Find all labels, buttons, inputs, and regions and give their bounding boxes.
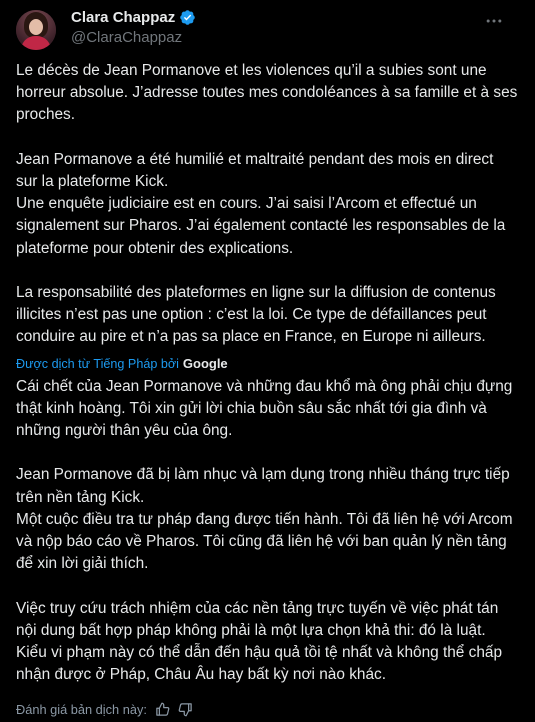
verified-badge-icon[interactable] bbox=[179, 9, 196, 26]
translated-from-link[interactable]: Được dịch từ Tiếng Pháp bởi bbox=[16, 356, 179, 371]
post-translated-text: Cái chết của Jean Pormanove và những đau khổ mà ông phải chịu đựng thật kinh hoàng. Tôi xin gửi lời chia buồn sâu sắc nhất tới gia đình và những người thân yêu của ông. Jean Pormanove đã bị làm nhục và lạm dụng trong nhiều tháng trực tiếp trên nền tảng Kick. Một cuộc điều tra tư pháp đang được tiến hành. Tôi đã liên hệ với Arcom và nộp báo cáo về Pharos. Tôi cũng đã liên hệ với ban quản lý nền tảng để xin lời giải thích. Việc truy cứu trách nhiệm của các nền tảng trực tuyến về việc phát tán nội dung bất hợp pháp không phải là một lựa chọn khả thi: đó là luật. Kiểu vi phạm này có thể dẫn đến hậu quả tồi tệ nhất và không thể chấp nhận được ở Pháp, Châu Âu hay bất kỳ nơi nào khác. bbox=[16, 377, 513, 684]
google-logo: Google bbox=[182, 356, 228, 372]
thumbs-up-icon[interactable] bbox=[155, 702, 170, 717]
author-name-row bbox=[71, 9, 196, 26]
author-name[interactable]: Clara Chappaz bbox=[71, 9, 176, 26]
post-original-text: Le décès de Jean Pormanove et les violences qu’il a subies sont une horreur absolue. J’adresse toutes mes condoléances à sa famille et à ses proches. Jean Pormanove a été humilié et maltraité pendant des mois en direct sur la plateforme Kick. Une enquête judiciaire est en cours. J’ai saisi l’Arcom et effectué un signalement sur Pharos. J’ai également contacté les responsables de la plateforme pour obtenir des explications. La responsabilité des plateformes en ligne sur la diffusion de contenus illicites n’est pas une option : c’est la loi. Ce type de défaillances peut conduire au pire et n’a pas sa place en France, en Europe ni ailleurs. bbox=[16, 62, 518, 346]
post-header bbox=[16, 0, 519, 58]
rate-translation bbox=[16, 702, 519, 717]
more-horizontal-icon[interactable] bbox=[483, 10, 505, 32]
rate-translation-label: Đánh giá bản dịch này: bbox=[16, 702, 147, 718]
avatar[interactable] bbox=[16, 10, 56, 50]
author-handle[interactable]: @ClaraChappaz bbox=[71, 29, 183, 46]
translation-attribution bbox=[16, 353, 519, 375]
thumbs-down-icon[interactable] bbox=[178, 702, 193, 717]
